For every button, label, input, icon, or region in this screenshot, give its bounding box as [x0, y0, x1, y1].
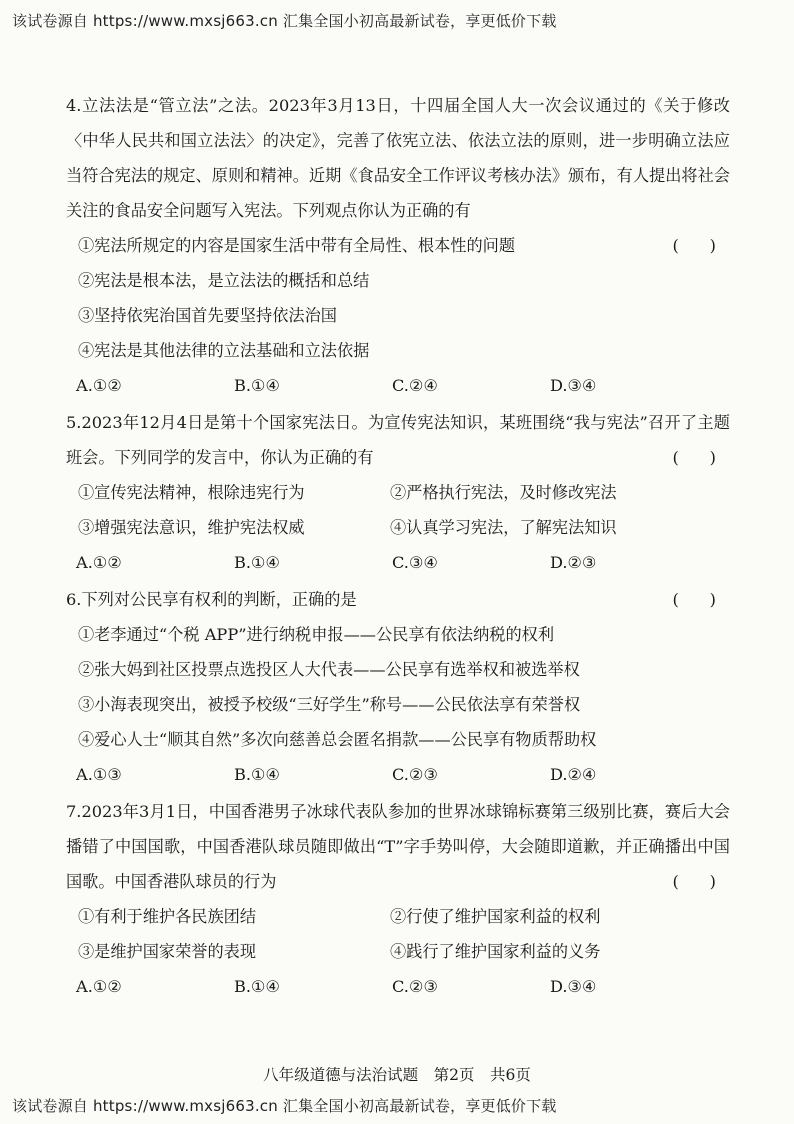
statement-row: [66, 899, 730, 934]
statement-item: ②行使了维护国家利益的权利: [390, 907, 601, 926]
statement-item: ③坚持依宪治国首先要坚持依法治国: [78, 306, 337, 325]
choice-c: C.②③: [392, 977, 438, 996]
answer-choices: [66, 545, 730, 580]
choice-a: A.①②: [76, 376, 122, 395]
statement-item: ①有利于维护各民族团结: [78, 907, 257, 926]
question-6: [66, 582, 730, 792]
statement-item: ①宣传宪法精神，根除违宪行为: [78, 483, 305, 502]
statement-item: ③增强宪法意识，维护宪法权威: [78, 518, 305, 537]
statement-item: ④宪法是其他法律的立法基础和立法依据: [78, 341, 370, 360]
statement-item: ④爱心人士“顺其自然”多次向慈善总会匿名捐款——公民享有物质帮助权: [78, 730, 597, 749]
choice-b: B.①④: [234, 553, 281, 572]
answer-choices: [66, 368, 730, 403]
statement-item: ①老李通过“个税 APP”进行纳税申报——公民享有依法纳税的权利: [78, 625, 555, 644]
question-list: [66, 88, 730, 1006]
question-stem: 7.2023年3月1日，中国香港男子冰球代表队参加的世界冰球锦标赛第三级别比赛，赛后大会播错了中国国歌，中国香港队球员随即做出“T”字手势叫停，大会随即道歉，并正确播出中国国歌。中国香港队球员的行为: [66, 802, 730, 891]
answer-parentheses: ( ): [672, 872, 716, 891]
choice-c: C.②④: [392, 376, 438, 395]
question-7: [66, 794, 730, 1004]
statement-row: [66, 934, 730, 969]
choice-b: B.①④: [234, 765, 281, 784]
answer-parentheses: ( ): [672, 448, 716, 467]
statement-row: [66, 510, 730, 545]
choice-a: A.①③: [76, 765, 122, 784]
source-watermark-top: 该试卷源自 https://www.mxsj663.cn 汇集全国小初高最新试卷，享更低价下载: [12, 12, 557, 30]
choice-a: A.①②: [76, 553, 122, 572]
choice-c: C.②③: [392, 765, 438, 784]
statement-item: ①宪法所规定的内容是国家生活中带有全局性、根本性的问题: [78, 236, 516, 255]
choice-a: A.①②: [76, 977, 122, 996]
choice-d: D.③④: [550, 376, 597, 395]
statement-item: ④践行了维护国家利益的义务: [390, 942, 601, 961]
choice-c: C.③④: [392, 553, 438, 572]
source-watermark-bottom: 该试卷源自 https://www.mxsj663.cn 汇集全国小初高最新试卷，享更低价下载: [12, 1097, 557, 1115]
question-5: [66, 405, 730, 580]
choice-d: D.③④: [550, 977, 597, 996]
statement-item: ③小海表现突出，被授予校级“三好学生”称号——公民依法享有荣誉权: [78, 695, 581, 714]
statement-row: [66, 475, 730, 510]
statement-item: ④认真学习宪法，了解宪法知识: [390, 518, 617, 537]
statement-item: ②严格执行宪法，及时修改宪法: [390, 483, 617, 502]
question-4: [66, 88, 730, 403]
statement-item: ②张大妈到社区投票点选投区人大代表——公民享有选举权和被选举权: [78, 660, 580, 679]
choice-b: B.①④: [234, 977, 281, 996]
choice-b: B.①④: [234, 376, 281, 395]
choice-d: D.②④: [550, 765, 597, 784]
question-stem: 4.立法法是“管立法”之法。2023年3月13日，十四届全国人大一次会议通过的《关于修改〈中华人民共和国立法法〉的决定》，完善了依宪立法、依法立法的原则，进一步明确立法应当符合宪法的规定、原则和精神。近期《食品安全工作评议考核办法》颁布，有人提出将社会关注的食品安全问题写入宪法。下列观点你认为正确的有: [66, 96, 730, 220]
answer-parentheses: ( ): [672, 236, 716, 255]
answer-choices: [66, 757, 730, 792]
question-stem: 5.2023年12月4日是第十个国家宪法日。为宣传宪法知识，某班围绕“我与宪法”召开了主题班会。下列同学的发言中，你认为正确的有: [66, 413, 730, 467]
page-footer: 八年级道德与法治试题 第2页 共6页: [263, 1066, 531, 1084]
statement-item: ②宪法是根本法，是立法法的概括和总结: [78, 271, 370, 290]
answer-choices: [66, 969, 730, 1004]
answer-parentheses: ( ): [672, 590, 716, 609]
statement-item: ③是维护国家荣誉的表现: [78, 942, 257, 961]
question-stem: 6.下列对公民享有权利的判断，正确的是: [66, 590, 357, 609]
choice-d: D.②③: [550, 553, 597, 572]
